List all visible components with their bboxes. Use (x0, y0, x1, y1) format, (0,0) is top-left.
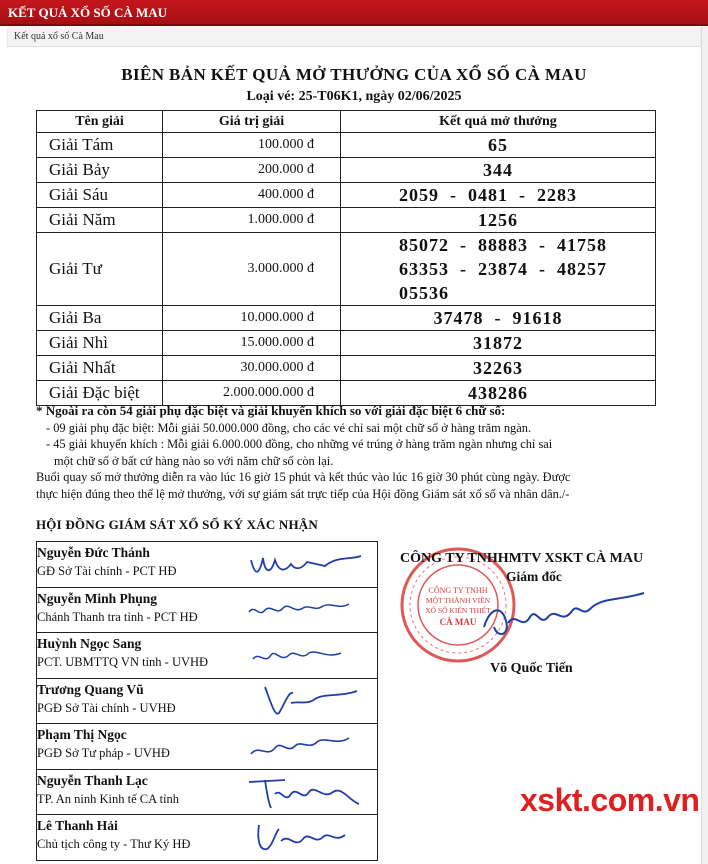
prize-value: 15.000.000 đ (163, 331, 341, 356)
prize-numbers (341, 356, 656, 381)
prize-name: Giải Tám (37, 133, 163, 158)
result-document (8, 47, 700, 864)
number-line: 438286 (468, 383, 528, 403)
watermark: xskt.com.vn (520, 782, 700, 818)
council-member (37, 815, 378, 861)
header-result: Kết quả mở thưởng (341, 111, 656, 133)
prize-value: 200.000 đ (163, 158, 341, 183)
number-line: 32263 (473, 358, 523, 378)
member-name: Phạm Thị Ngọc (37, 727, 127, 742)
director-title: Giám đốc (506, 569, 562, 584)
prize-name: Giải Đặc biệt (37, 381, 163, 406)
number-line: 31872 (473, 333, 523, 353)
signature-image (245, 683, 365, 721)
member-role: PGĐ Sở Tài chính - UVHĐ (37, 700, 176, 715)
council-member (37, 542, 378, 588)
signature-image (245, 592, 365, 630)
number-line: 37478 - 91618 (433, 308, 563, 328)
table-row (37, 233, 656, 306)
member-name: Nguyễn Đức Thánh (37, 545, 150, 560)
prize-value: 10.000.000 đ (163, 306, 341, 331)
document-title: BIÊN BẢN KẾT QUẢ MỞ THƯỞNG CỦA XỔ SỐ CÀ MAU (121, 65, 587, 84)
table-row (37, 356, 656, 381)
company-name: CÔNG TY TNHHMTV XSKT CÀ MAU (400, 551, 644, 566)
signature-image (245, 546, 365, 584)
member-name: Nguyễn Minh Phụng (37, 590, 158, 606)
member-role: GĐ Sở Tài chính - PCT HĐ (37, 564, 177, 578)
council-title: HỘI ĐỒNG GIÁM SÁT XỔ SỐ KÝ XÁC NHẬN (36, 517, 318, 532)
director-name: Võ Quốc Tiến (490, 661, 573, 676)
member-name: Trương Quang Vũ (37, 681, 144, 697)
prize-name: Giải Năm (37, 208, 163, 233)
number-line: 2059 - 0481 - 2283 (399, 185, 577, 205)
prize-name: Giải Ba (37, 306, 163, 331)
prize-name: Giải Bảy (37, 158, 163, 183)
member-role: Chủ tịch công ty - Thư Ký HĐ (37, 837, 191, 851)
header-prize-name: Tên giải (37, 111, 163, 133)
member-role: Chánh Thanh tra tỉnh - PCT HĐ (37, 609, 198, 624)
prize-numbers (341, 233, 656, 306)
council-member (37, 769, 378, 815)
council-member (37, 633, 378, 679)
header-prize-value: Giá trị giải (163, 111, 341, 133)
prize-value: 3.000.000 đ (163, 233, 341, 306)
number-line: 85072 - 88883 - 41758 (399, 235, 607, 255)
table-row (37, 381, 656, 406)
prize-name: Giải Nhì (37, 331, 163, 356)
notes-line: một chữ số ở bất cứ hàng nào so với năm chữ số còn lại. (54, 453, 334, 468)
breadcrumb-link[interactable]: Kết quả xổ số Cà Mau (14, 31, 104, 42)
member-role: PCT. UBMTTQ VN tỉnh - UVHĐ (37, 655, 209, 669)
council-member (37, 587, 378, 633)
prize-numbers (341, 306, 656, 331)
prize-value: 1.000.000 đ (163, 208, 341, 233)
council-member (37, 678, 378, 724)
member-name: Huỳnh Ngọc Sang (37, 636, 142, 651)
member-name: Lê Thanh Hải (37, 818, 118, 833)
svg-text:CÔNG TY TNHH: CÔNG TY TNHH (428, 586, 488, 595)
number-line: 344 (483, 160, 513, 180)
number-line: 63353 - 23874 - 48257 (399, 259, 607, 279)
svg-text:XỔ SỐ KIẾN THIẾT: XỔ SỐ KIẾN THIẾT (425, 606, 491, 615)
document-subtitle: Loại vé: 25-T06K1, ngày 02/06/2025 (246, 89, 462, 104)
prize-name: Giải Nhất (37, 356, 163, 381)
prize-name: Giải Sáu (37, 183, 163, 208)
council-member (37, 724, 378, 770)
notes-line: - 45 giải khuyến khích : Mỗi giải 6.000.000 đồng, cho những vé trúng ở hàng trăm ngàn nhưng chỉ sai (46, 437, 553, 452)
signature-image (245, 774, 365, 812)
prize-value: 30.000.000 đ (163, 356, 341, 381)
table-row (37, 208, 656, 233)
notes-main: * Ngoài ra còn 54 giải phụ đặc biệt và giải khuyến khích so với giải đặc biệt 6 chữ số: (36, 403, 506, 418)
scroll-track (701, 26, 708, 864)
prize-notes (36, 403, 676, 503)
number-line: 1256 (478, 210, 518, 230)
table-row (37, 183, 656, 208)
site-header-bar (0, 0, 708, 26)
draw-info-line: thực hiện đúng theo thể lệ mở thưởng, với sự giám sát trực tiếp của Hội đồng Giám sát xổ số và nhân dân./- (36, 486, 570, 501)
member-role: TP. An ninh Kinh tế CA tỉnh (37, 791, 180, 806)
site-title[interactable]: KẾT QUẢ XỔ SỐ CÀ MAU (8, 5, 168, 20)
prize-value: 100.000 đ (163, 133, 341, 158)
notes-line: - 09 giải phụ đặc biệt: Mỗi giải 50.000.000 đồng, cho các vé chỉ sai một chữ số ở hàng trăm ngàn. (46, 420, 532, 435)
signature-image (245, 637, 365, 675)
table-header-row (37, 111, 656, 133)
draw-info-line: Buổi quay số mở thưởng diễn ra vào lúc 16 giờ 15 phút và kết thúc vào lúc 16 giờ 30 phút cùng ngày. Được (36, 470, 571, 485)
director-signature-image (478, 587, 648, 647)
signature-image (245, 819, 365, 857)
prize-value: 400.000 đ (163, 183, 341, 208)
council-table (36, 541, 378, 861)
svg-text:MỘT THÀNH VIÊN: MỘT THÀNH VIÊN (425, 596, 491, 605)
prize-name: Giải Tư (37, 233, 163, 306)
member-role: PGĐ Sở Tư pháp - UVHĐ (37, 746, 170, 760)
table-row (37, 133, 656, 158)
member-name: Nguyễn Thanh Lạc (37, 772, 148, 788)
number-line: 65 (488, 135, 508, 155)
signature-image (245, 728, 365, 766)
breadcrumb (8, 27, 700, 47)
prize-numbers (341, 183, 656, 208)
number-line: 05536 (399, 283, 449, 303)
table-row (37, 158, 656, 183)
table-row (37, 306, 656, 331)
table-row (37, 331, 656, 356)
prize-numbers (341, 208, 656, 233)
prize-numbers (341, 133, 656, 158)
prize-numbers (341, 381, 656, 406)
prize-numbers (341, 331, 656, 356)
results-table (36, 110, 656, 406)
prize-numbers (341, 158, 656, 183)
prize-value: 2.000.000.000 đ (163, 381, 341, 406)
svg-text:CÀ MAU: CÀ MAU (439, 617, 477, 627)
